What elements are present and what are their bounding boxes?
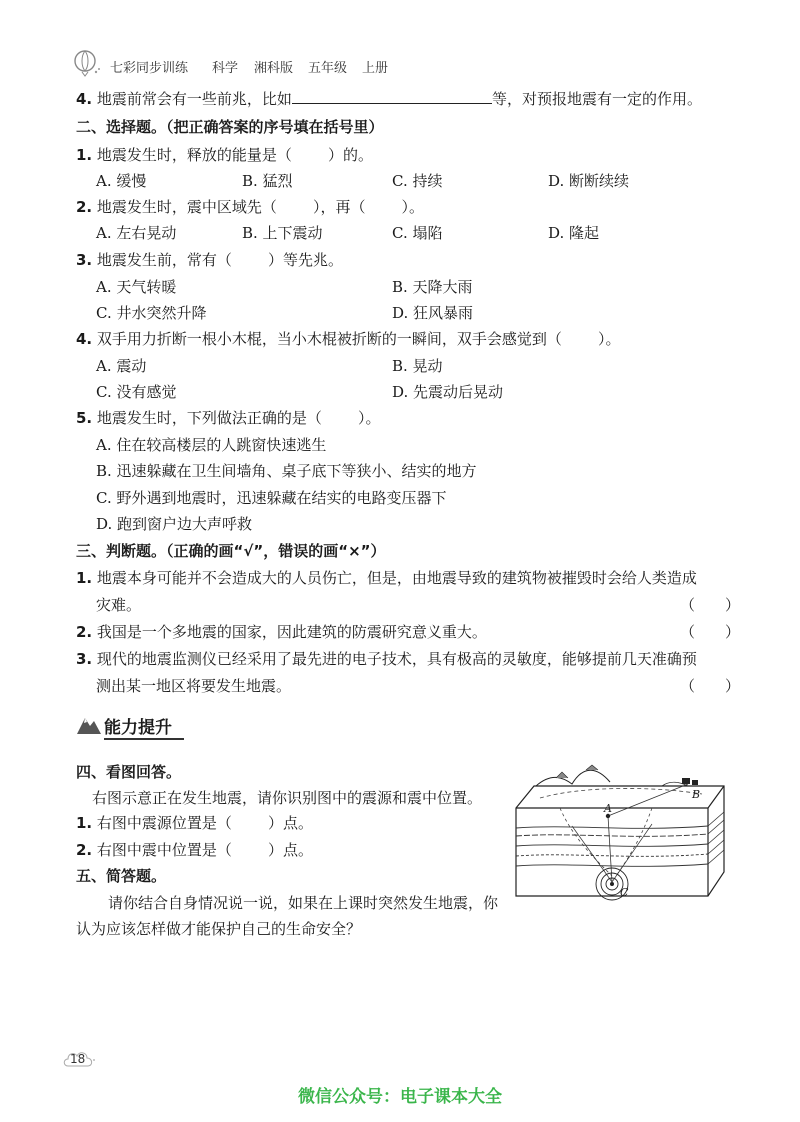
header-grade: 五年级 (308, 61, 348, 76)
header-logo (72, 50, 102, 78)
balloon-icon (72, 50, 102, 78)
judge-question-1-line2: 灾难。 (96, 596, 142, 614)
option: C. 没有感觉 (96, 383, 177, 401)
option: A. 缓慢 (96, 172, 147, 190)
judge-question-3: 3. 现代的地震监测仪已经采用了最先进的电子技术，具有极高的灵敏度，能够提前几天准确预 (76, 650, 697, 668)
section-ability-title: 能力提升 (104, 718, 172, 738)
label-a: A (604, 802, 612, 815)
choice-question-5: 5. 地震发生时，下列做法正确的是（ ）。 (76, 409, 381, 427)
option: C. 井水突然升降 (96, 304, 207, 322)
section-short-title: 五、简答题。 (76, 867, 167, 885)
picture-question-1: 1. 右图中震源位置是（ ）点。 (76, 814, 313, 832)
section-choice-title: 二、选择题。（把正确答案的序号填在括号里） (76, 118, 384, 136)
short-question-line2: 认为应该怎样做才能保护自己的生命安全？ (76, 920, 362, 938)
header-subject: 科学 (212, 61, 239, 76)
label-c: C (620, 886, 629, 899)
footer-watermark: 微信公众号：电子课本大全 (298, 1087, 502, 1107)
judge-question-1: 1. 地震本身可能并不会造成大的人员伤亡，但是，由地震导致的建筑物被摧毁时会给人类造成 (76, 569, 697, 587)
choice-question-1: 1. 地震发生时，释放的能量是（ ）的。 (76, 146, 373, 164)
picture-intro: 右图示意正在发生地震，请你识别图中的震源和震中位置。 (92, 789, 483, 807)
judge-question-2: 2. 我国是一个多地震的国家，因此建筑的防震研究意义重大。 (76, 623, 487, 641)
earthquake-diagram-svg (512, 756, 730, 906)
judge-answer-paren[interactable]: （ ） (680, 623, 741, 641)
option: B. 晃动 (392, 357, 443, 375)
option: A. 震动 (96, 357, 147, 375)
fill-question-4: 4. 地震前常会有一些前兆，比如 等，对预报地震有一定的作用。 (76, 90, 702, 108)
option: A. 天气转暖 (96, 278, 177, 296)
option: B. 天降大雨 (392, 278, 473, 296)
option: C. 塌陷 (392, 224, 443, 242)
option: C. 持续 (392, 172, 443, 190)
option: A. 住在较高楼层的人跳窗快速逃生 (96, 436, 327, 454)
option: B. 上下震动 (242, 224, 323, 242)
section-picture-title: 四、看图回答。 (76, 763, 182, 781)
judge-question-3-line2: 测出某一地区将要发生地震。 (96, 677, 292, 695)
option: B. 猛烈 (242, 172, 293, 190)
picture-question-2: 2. 右图中震中位置是（ ）点。 (76, 841, 313, 859)
answer-blank[interactable] (292, 89, 492, 104)
judge-answer-paren[interactable]: （ ） (680, 677, 741, 695)
header-series: 七彩同步训练 (110, 61, 189, 76)
choice-question-2: 2. 地震发生时，震中区域先（ ），再（ ）。 (76, 198, 424, 216)
option: D. 先震动后晃动 (392, 383, 504, 401)
choice-question-4: 4. 双手用力折断一根小木棍，当小木棍被折断的一瞬间，双手会感觉到（ ）。 (76, 330, 621, 348)
judge-answer-paren[interactable]: （ ） (680, 596, 741, 614)
option: D. 断断续续 (548, 172, 630, 190)
mountain-icon (76, 712, 102, 736)
option: A. 左右晃动 (96, 224, 177, 242)
option: B. 迅速躲藏在卫生间墙角、桌子底下等狭小、结实的地方 (96, 462, 477, 480)
earthquake-diagram (512, 756, 730, 906)
short-question-line1: 请你结合自身情况说一说，如果在上课时突然发生地震，你 (108, 894, 499, 912)
option: C. 野外遇到地震时，迅速躲藏在结实的电路变压器下 (96, 489, 447, 507)
option: D. 狂风暴雨 (392, 304, 474, 322)
page-number: 18 (70, 1052, 86, 1066)
choice-question-3: 3. 地震发生前，常有（ ）等先兆。 (76, 251, 343, 269)
header-edition: 湘科版 (254, 61, 294, 76)
header-volume: 上册 (362, 61, 389, 76)
section-judge-title: 三、判断题。（正确的画“√”，错误的画“×”） (76, 542, 386, 560)
option: D. 跑到窗户边大声呼救 (96, 515, 253, 533)
option: D. 隆起 (548, 224, 600, 242)
label-b: B (692, 788, 701, 801)
section-divider (104, 738, 184, 740)
